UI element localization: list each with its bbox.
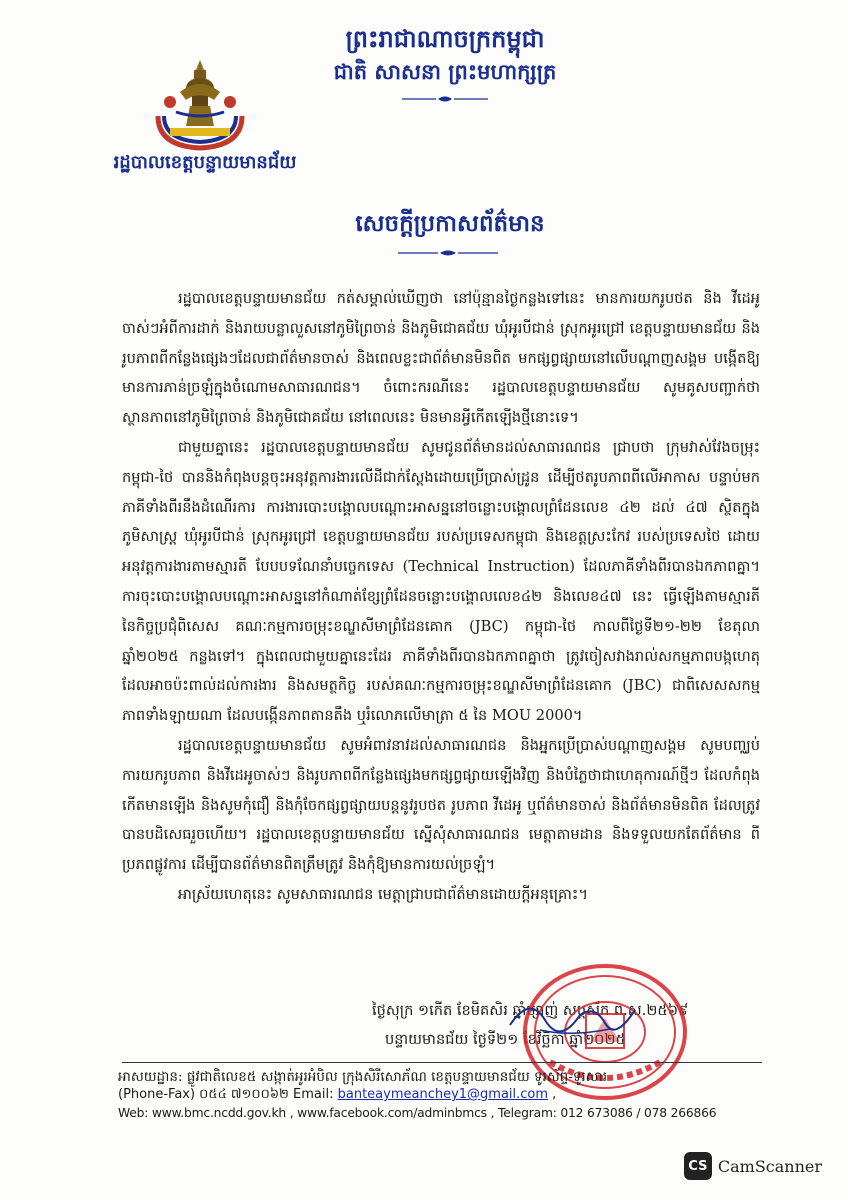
- footer-email-suffix: ,: [548, 1087, 557, 1102]
- camscanner-watermark: [684, 1152, 822, 1180]
- footer-phone: (Phone-Fax) ០៥៤ ៧១០០៦២ Email:: [118, 1087, 334, 1102]
- ornament-divider-icon: [402, 94, 488, 104]
- footer-phone-email: [118, 1086, 778, 1104]
- footer-contact: [118, 1068, 778, 1122]
- page-title: សេចក្ដីប្រកាសព័ត៌មាន: [355, 210, 545, 237]
- closing-statement: អាស្រ័យហេតុនេះ សូមសាធារណជន មេត្តាជ្រាបជាព័ត៌មានដោយក្ដីអនុគ្រោះ។: [178, 885, 588, 903]
- title-ornament-icon: [398, 248, 498, 258]
- date-solar: បន្ទាយមានជ័យ ថ្ងៃទី២១ ខែវិច្ឆិកា ឆ្នាំ២០២៥: [385, 1031, 626, 1048]
- footer-email-link[interactable]: banteaymeanchey1@gmail.com: [337, 1087, 549, 1102]
- kingdom-line-2: ជាតិ សាសនា ព្រះមហាក្សត្រ: [333, 59, 557, 84]
- paragraph-2: ជាមួយគ្នានេះ រដ្ឋបាលខេត្តបន្ទាយមានជ័យ សូមជូនព័ត៌មានដល់សាធារណជន ជ្រាបថា ក្រុមវាស់វែងចម្រុះ កម្ពុជា-ថៃ បាននិងកំពុងបន្តចុះអនុវត្តការងារលើដីជាក់ស្ដែងដោយប្រើប្រាស់ដ្រូន ដើម្បីថតរូបភាពពីលើអាកាស បន្ទាប់មកភាគីទាំងពីរនឹងដំណើរការ ការងារបោះបង្គោលបណ្ដោះអាសន្ននៅចន្លោះបង្គោលព្រំដែនលេខ ៤២ ដល់ ៤៧ ស្ថិតក្នុងភូមិសាស្ត្រ ឃុំអូរបីជាន់ ស្រុកអូរជ្រៅ ខេត្តបន្ទាយមានជ័យ របស់ប្រទេសកម្ពុជា និងខេត្តស្រះកែវ របស់ប្រទេសថៃ ដោយអនុវត្តការងារតាមស្មារតី បែបបទណែនាំបច្ចេកទេស (Technical Instruction) ដែលភាគីទាំងពីរបានឯកភាពគ្នា។ ការចុះបោះបង្គោលបណ្ដោះអាសន្ននៅកំណាត់ខ្សែព្រំដែនចន្លោះបង្គោលលេខ៤២ និងលេខ៤៧ នេះ ធ្វើឡើងតាមស្មារតី នៃកិច្ចប្រជុំពិសេស គណៈកម្មការចម្រុះខណ្ឌសីមាព្រំដែនគោក (JBC) កម្ពុជា-ថៃ កាលពីថ្ងៃទី២១-២២ ខែតុលា ឆ្នាំ២០២៥ កន្លងទៅ។ ក្នុងពេលជាមួយគ្នានេះដែរ ភាគីទាំងពីរបានឯកភាពគ្នាថា ត្រូវចៀសវាងរាល់សកម្មភាពបង្កហេតុ ដែលអាចប៉ះពាល់ដល់ការងារ និងសមត្ថកិច្ច របស់គណៈកម្មការចម្រុះខណ្ឌសីមាព្រំដែនគោក (JBC) ជាពិសេសសកម្មភាពទាំងឡាយណា ដែលបង្កើនភាពតានតឹង ឬរំលោភលើមាត្រា ៥ នៃ MOU 2000។: [122, 438, 760, 725]
- signature-icon: [500, 985, 640, 1045]
- kingdom-header: [300, 22, 590, 108]
- paragraph-3: រដ្ឋបាលខេត្តបន្ទាយមានជ័យ សូមអំពាវនាវដល់សាធារណជន និងអ្នកប្រើប្រាស់បណ្ដាញសង្គម សូមបញ្ឈប់ការយករូបភាព និងវីដេអូចាស់ៗ និងរូបភាពពីកន្លែងផ្សេងមកផ្សព្វផ្សាយឡើងវិញ និងបំភ្លៃថាជាហេតុការណ៍ថ្មីៗ ដែលកំពុងកើតមានឡើង និងសូមកុំជឿ និងកុំចែកផ្សព្វផ្សាយបន្តនូវរូបថត រូបភាព វីដេអូ ឬព័ត៌មានចាស់ និងព័ត៌មានមិនពិត ដែលត្រូវបានបដិសេធរួចហើយ។ រដ្ឋបាលខេត្តបន្ទាយមានជ័យ ស្នើសុំសាធារណជន មេត្តាតាមដាន និងទទួលយកតែព័ត៌មាន ពីប្រភពផ្លូវការ ដើម្បីបានព័ត៌មានពិតត្រឹមត្រូវ និងកុំឱ្យមានការយល់ច្រឡំ។: [122, 736, 760, 874]
- camscanner-label: CamScanner: [717, 1156, 822, 1176]
- camscanner-logo-icon: CS: [684, 1152, 712, 1180]
- paragraph-1: រដ្ឋបាលខេត្តបន្ទាយមានជ័យ កត់សម្គាល់ឃើញថា នៅប៉ុន្មានថ្ងៃកន្លងទៅនេះ មានការយករូបថត និង វីដេអូចាស់ៗអំពីការដាក់ និងរាយបន្លាលួសនៅភូមិព្រៃចាន់ និងភូមិជោគជ័យ ឃុំអូរបីជាន់ ស្រុកអូរជ្រៅ ខេត្តបន្ទាយមានជ័យ និងរូបភាពពីកន្លែងផ្សេងៗដែលជាព័ត៌មានចាស់ និងពេលខ្លះជាព័ត៌មានមិនពិត មកផ្សព្វផ្សាយនៅលើបណ្ដាញសង្គម បង្កើតឱ្យមានការភាន់ច្រឡំក្នុងចំណោមសាធារណជន។ ចំពោះករណីនេះ រដ្ឋបាលខេត្តបន្ទាយមានជ័យ សូមគូសបញ្ជាក់ថា ស្ថានភាពនៅភូមិព្រៃចាន់ និងភូមិជោគជ័យ នៅពេលនេះ មិនមានអ្វីកើតឡើងថ្មីនោះទេ។: [122, 290, 760, 427]
- kingdom-line-1: ព្រះរាជាណាចក្រកម្ពុជា: [345, 24, 545, 53]
- document-body: [122, 284, 760, 910]
- date-lunar: ថ្ងៃសុក្រ ១កើត ខែមិគសិរ ឆ្នាំម្សាញ់ សប្តស័ក ព.ស.២៥៦៩: [372, 1002, 689, 1019]
- footer-web: Web: www.bmc.ncdd.gov.kh , www.facebook.com/adminbmcs , Telegram: 012 673086 / 078 266866: [118, 1106, 717, 1120]
- footer-divider: [122, 1062, 762, 1063]
- provincial-emblem-icon: [150, 56, 250, 152]
- ministry-name: រដ្ឋបាលខេត្តបន្ទាយមានជ័យ: [113, 152, 297, 173]
- footer-address: អាសយដ្ឋាន: ផ្លូវជាតិលេខ៥ សង្កាត់អូរអំបិល ក្រុងសិរីសោភ័ណ ខេត្តបន្ទាយមានជ័យ ទូរស័ព្ទ-ទូរសារ: [118, 1069, 608, 1085]
